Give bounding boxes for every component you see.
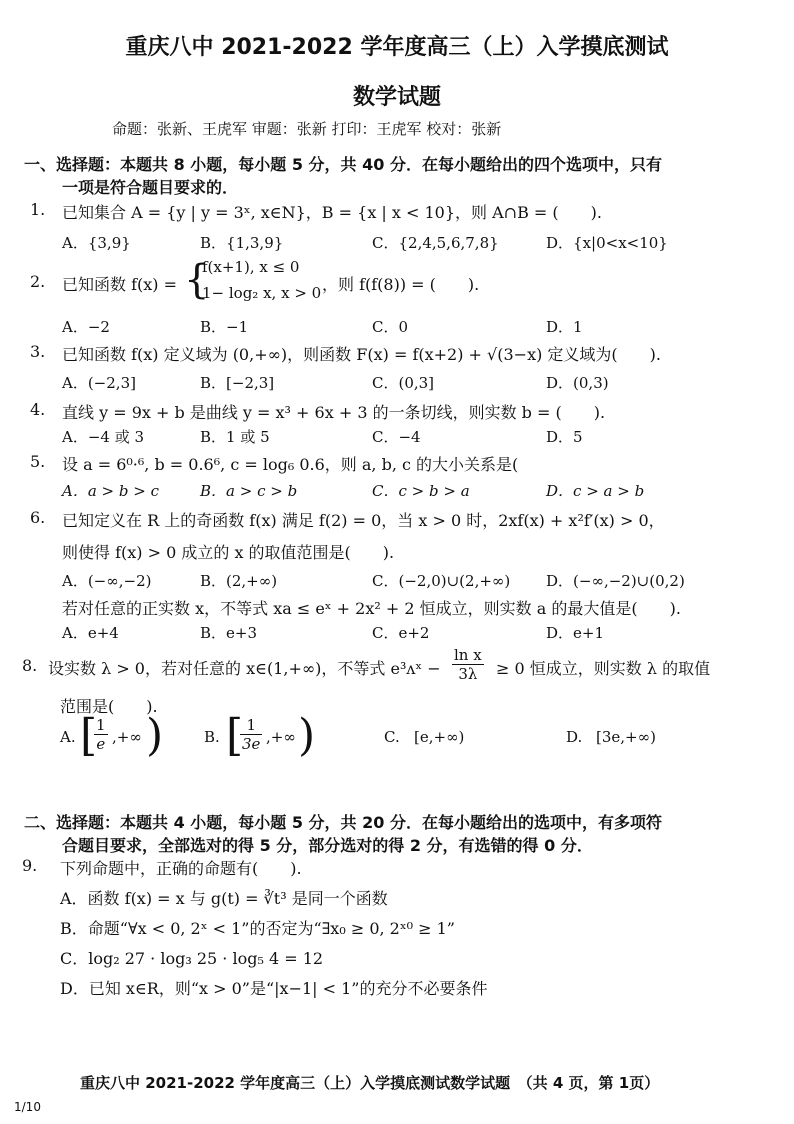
option-b: B．a > c > b bbox=[200, 482, 298, 500]
section2-line2: 合题目要求，全部选对的得 5 分，部分选对的得 2 分，有选错的得 0 分． bbox=[62, 836, 593, 855]
q9-option-d: D．已知 x∈R，则“x > 0”是“|x−1| < 1”的充分不必要条件 bbox=[60, 979, 488, 998]
option-b: B．[−2,3] bbox=[200, 374, 275, 392]
option-d: D．e+1 bbox=[546, 624, 605, 642]
option-a: A．{3,9} bbox=[62, 234, 131, 252]
question-text: 已知集合 A = {y | y = 3ˣ, x∈N}，B = {x | x < 10}，则 A∩B = ( ). bbox=[62, 203, 602, 222]
bracket-open-icon: [ bbox=[80, 710, 98, 761]
exam-credits: 命题：张新、王虎军 审题：张新 打印：王虎军 校对：张新 bbox=[112, 120, 502, 138]
exam-subtitle: 数学试题 bbox=[352, 85, 441, 110]
question-8-options bbox=[0, 710, 794, 764]
section1-heading bbox=[24, 152, 662, 198]
option-b-tail: ,+∞ bbox=[266, 728, 296, 746]
question-text: 若对任意的正实数 x，不等式 xa ≤ eˣ + 2x² + 2 恒成立，则实数 a 的最大值是( ). bbox=[62, 599, 681, 618]
question-text: 已知函数 f(x) 定义域为 (0,+∞)，则函数 F(x) = f(x+2) + √(3−x) 定义域为( ). bbox=[62, 345, 661, 364]
paren-close-icon: ) bbox=[146, 710, 164, 761]
fraction-numerator: 1 bbox=[96, 716, 106, 734]
question-2 bbox=[0, 256, 794, 310]
option-d: D．c > a > b bbox=[546, 482, 645, 500]
q9-option-c: C．log₂ 27 · log₃ 25 · log₅ 4 = 12 bbox=[60, 949, 324, 968]
option-d: D．(0,3) bbox=[546, 374, 609, 392]
option-a-tail: ,+∞ bbox=[112, 728, 142, 746]
question-text: 直线 y = 9x + b 是曲线 y = x³ + 6x + 3 的一条切线，则实数 b = ( ). bbox=[62, 403, 606, 422]
option-a-fraction bbox=[94, 716, 108, 753]
fraction-denominator: 3λ bbox=[458, 665, 478, 683]
question-text: 已知定义在 R 上的奇函数 f(x) 满足 f(2) = 0，当 x > 0 时，2xf(x) + x²f′(x) > 0， bbox=[62, 511, 665, 530]
option-b: B．(2,+∞) bbox=[200, 572, 278, 590]
section2-heading bbox=[24, 810, 662, 856]
question-number: 9. bbox=[22, 856, 38, 875]
question-number: 5. bbox=[30, 452, 46, 471]
option-a: A．a > b > c bbox=[62, 482, 159, 500]
option-a: A．(−∞,−2) bbox=[62, 572, 152, 590]
option-a-label: A. bbox=[60, 728, 76, 746]
option-d: D．5 bbox=[546, 428, 583, 446]
option-c-label: C. bbox=[384, 728, 400, 746]
piecewise-case-2: 1− log₂ x, x > 0 bbox=[202, 284, 322, 302]
option-d: D．1 bbox=[546, 318, 583, 336]
option-a: A．(−2,3] bbox=[62, 374, 136, 392]
question-text: 设 a = 6⁰·⁶, b = 0.6⁶, c = log₆ 0.6，则 a, b, c 的大小关系是( bbox=[62, 455, 519, 474]
option-a: A．−2 bbox=[62, 318, 110, 336]
question-text-2: 则使得 f(x) > 0 成立的 x 的取值范围是( ). bbox=[62, 543, 395, 562]
page-footer: 重庆八中 2021-2022 学年度高三（上）入学摸底测试数学试题 （共 4 页，第 1页） bbox=[80, 1074, 660, 1092]
question-8 bbox=[0, 646, 794, 688]
question-text-2: 范围是( ). bbox=[60, 697, 158, 716]
option-d: D．(−∞,−2)∪(0,2) bbox=[546, 572, 685, 590]
option-c: [e,+∞) bbox=[414, 728, 465, 746]
question-number: 3. bbox=[30, 342, 46, 361]
piecewise-brace-icon: { bbox=[184, 257, 210, 303]
exam-title: 重庆八中 2021-2022 学年度高三（上）入学摸底测试 bbox=[125, 35, 669, 60]
page-counter: 1/10 bbox=[14, 1100, 41, 1114]
section2-line1: 二、选择题：本题共 4 小题，每小题 5 分，共 20 分．在每小题给出的选项中，有多项符 bbox=[24, 813, 662, 832]
section1-line2: 一项是符合题目要求的． bbox=[62, 178, 239, 197]
fraction-lnx-3lambda bbox=[452, 646, 484, 683]
question-text-b: ≥ 0 恒成立，则实数 λ 的取值 bbox=[496, 659, 711, 678]
bracket-open-icon: [ bbox=[226, 710, 244, 761]
option-b: B．e+3 bbox=[200, 624, 258, 642]
question-number: 1. bbox=[30, 200, 46, 219]
option-c: C．(0,3] bbox=[372, 374, 435, 392]
option-a: A．−4 或 3 bbox=[62, 428, 145, 446]
question-number: 6. bbox=[30, 508, 46, 527]
option-d: D．{x|0<x<10} bbox=[546, 234, 668, 252]
question-text: 下列命题中，正确的命题有( ). bbox=[60, 859, 302, 878]
piecewise-case-1: f(x+1), x ≤ 0 bbox=[202, 258, 300, 276]
option-d-label: D. bbox=[566, 728, 583, 746]
fraction-numerator: ln x bbox=[454, 646, 482, 664]
section1-line1: 一、选择题：本题共 8 小题，每小题 5 分，共 40 分．在每小题给出的四个选项中，只有 bbox=[24, 155, 662, 174]
q9-option-a: A．函数 f(x) = x 与 g(t) = ∛t³ 是同一个函数 bbox=[60, 889, 388, 908]
option-c: C．e+2 bbox=[372, 624, 430, 642]
option-b-fraction bbox=[240, 716, 262, 753]
option-b: B．−1 bbox=[200, 318, 249, 336]
fraction-denominator: 3e bbox=[242, 735, 261, 753]
option-a: A．e+4 bbox=[62, 624, 119, 642]
question-text-a: 设实数 λ > 0，若对任意的 x∈(1,+∞)，不等式 e³ᴧˣ − bbox=[48, 659, 441, 678]
option-c: C．c > b > a bbox=[372, 482, 470, 500]
question-number: 8. bbox=[22, 656, 38, 675]
question-text-a: 已知函数 f(x) = bbox=[62, 275, 178, 294]
q9-option-b: B．命题“∀x < 0, 2ˣ < 1”的否定为“∃x₀ ≥ 0, 2ˣ⁰ ≥ 1” bbox=[60, 919, 455, 938]
option-b: B．{1,3,9} bbox=[200, 234, 284, 252]
option-d: [3e,+∞) bbox=[596, 728, 656, 746]
question-text-b: ，则 f(f(8)) = ( ). bbox=[322, 275, 480, 294]
question-number: 4. bbox=[30, 400, 46, 419]
option-c: C．0 bbox=[372, 318, 409, 336]
question-number: 2. bbox=[30, 272, 46, 291]
option-c: C．−4 bbox=[372, 428, 421, 446]
option-b: B．1 或 5 bbox=[200, 428, 270, 446]
paren-close-icon: ) bbox=[298, 710, 316, 761]
option-b-label: B. bbox=[204, 728, 220, 746]
fraction-denominator: e bbox=[96, 735, 106, 753]
fraction-numerator: 1 bbox=[240, 716, 262, 735]
option-c: C．{2,4,5,6,7,8} bbox=[372, 234, 499, 252]
option-c: C．(−2,0)∪(2,+∞) bbox=[372, 572, 511, 590]
